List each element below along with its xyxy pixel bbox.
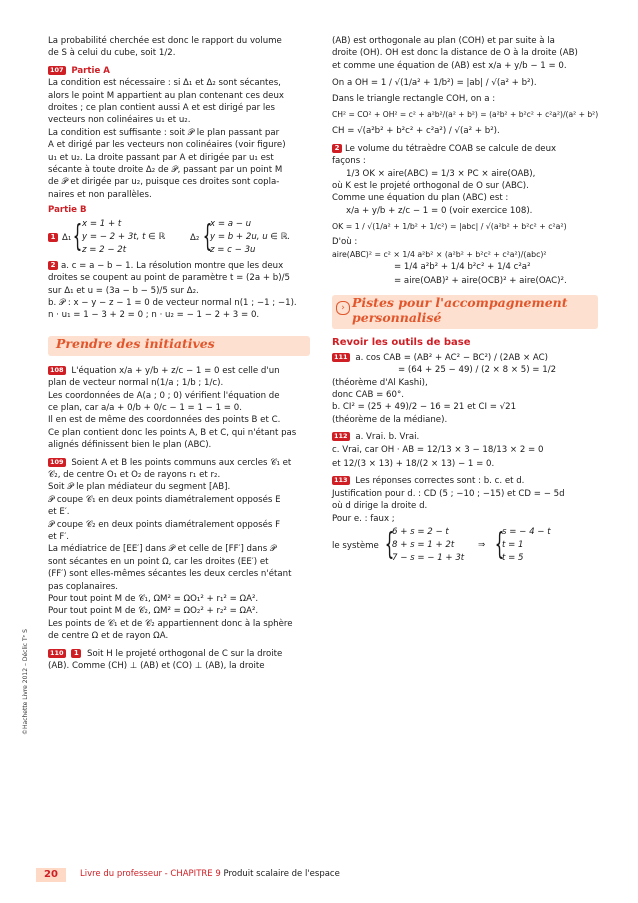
formula-line: x/a + y/b + z/c − 1 = 0 (voir exercice 108). [346,205,533,216]
text-line: plan de vecteur normal n(1/a ; 1/b ; 1/c). [48,378,224,389]
text-line: Soit H le projeté orthogonal de C sur la droite [87,648,283,659]
text-line: Pour tout point M de 𝒞₁, ΩM² = ΩO₁² + r₁² = ΩA². [48,594,259,605]
text-line: vecteurs non colinéaires u₁ et u₂. [48,115,191,126]
chapter-title: Produit scalaire de l'espace [223,869,340,879]
text-line: 𝒫 coupe 𝒞₁ en deux points diamétralement opposés E [48,494,281,505]
text-line: sont sécantes en un point Ω, car les droites (EE′) et [48,556,269,567]
text-line: et E′. [48,507,70,518]
book-title: Livre du professeur - CHAPITRE 9 [80,869,221,879]
formula-line: = (64 + 25 − 49) / (2 × 8 × 5) = 1/2 [398,365,557,376]
exercise-110-header [48,649,310,660]
text-line: alignés définissent bien le plan (ABC). [48,440,212,451]
text-line: le système [332,541,379,551]
arrow-right-icon: › [336,301,350,315]
text-line: Le volume du tétraèdre COAB se calcule de deux [345,143,557,154]
equation-line: x = a − u [210,218,252,229]
part-a-heading: Partie A [71,65,110,76]
text-line: u₁ et u₂. La droite passant par A et dirigée par u₁ est [48,152,274,163]
text-line: Comme une équation du plan (ABC) est : [332,193,509,204]
equation-line: z = 2 − 2t [82,244,127,255]
exercise-111-header [332,353,598,364]
text-line: où d dirige la droite d. [332,501,428,512]
formula-line: 1/3 OK × aire(ABC) = 1/3 × PC × aire(OAB), [346,168,536,179]
equation-line: x = 1 + t [82,218,122,229]
intro-line: de S à celui du cube, soit 1/2. [48,48,176,59]
text-line: pas coplanaires. [48,581,118,592]
text-line: et F′. [48,532,70,542]
text-line: naires et non parallèles. [48,189,152,200]
implies-icon: ⇒ [478,540,486,550]
text-line: de centre Ω et de rayon ΩA. [48,631,169,642]
text-line: où K est le projeté orthogonal de O sur (ABC). [332,181,529,192]
text-line: Pour tout point M de 𝒞₂, ΩM² = ΩO₂² + r₂² = ΩA². [48,606,259,617]
formula-line: aire(ABC)² = c² × 1/4 a²b² × (a²b² + b²c² + c²a²)/(abc)² [332,250,547,260]
exercise-109-header [48,458,310,469]
text-line: n · u₁ = 1 − 3 + 2 = 0 ; n · u₂ = − 1 − 2 + 3 = 0. [48,310,260,321]
exercise-number-badge: 110 [50,648,64,657]
part-b-heading: Partie B [48,205,87,216]
text-line: droite (OH). OH est donc la distance de O à la droite (AB) [332,48,578,59]
section-title: Prendre des initiatives [56,335,215,351]
text-line: (FF′) sont elles-mêmes sécantes les deux cercles n'étant [48,569,292,580]
text-line: (AB) est orthogonale au plan (COH) et par suite à la [332,36,555,46]
text-line: (théorème de la médiane). [332,414,448,425]
text-line: Ce plan contient donc les points A, B et C, qui n'étant pas [48,427,297,438]
text-line: Les réponses correctes sont : b. c. et d. [355,476,525,487]
text-line: D'où : [332,236,358,247]
text-line: (AB). Comme (CH) ⊥ (AB) et (CO) ⊥ (AB), la droite [48,661,265,672]
equation-line: t = 1 [502,540,524,550]
parametric-systems [48,219,310,259]
page-number: 20 [36,868,66,882]
exercise-number-badge: 113 [334,476,348,485]
text-line: b. 𝒫 : x − y − z − 1 = 0 de vecteur normal n(1 ; −1 ; −1). [48,297,297,308]
question-badge: 2 [48,261,58,270]
text-line: Dans le triangle rectangle COH, on a : [332,93,496,104]
pistes-title: Pistes pour l'accompagnement [352,295,568,311]
formula-line: et 12/(3 × 13) + 18/(2 × 13) − 1 = 0. [332,458,495,469]
right-column [332,36,598,569]
left-column [48,36,310,673]
formula-line: Justification pour d. : CD (5 ; −10 ; −15) et CD = − 5d [332,488,565,499]
intro-line: La probabilité cherchée est donc le rapport du volume [48,36,282,46]
text-line: façons : [332,156,366,167]
exercise-number-badge: 107 [50,65,64,74]
formula-line: = aire(OAB)² + aire(OCB)² + aire(OAC)². [394,275,567,286]
text-line: (théorème d'Al Kashi), [332,377,428,388]
equation-line: t = 5 [502,553,524,563]
text-line: 𝒞₂, de centre O₁ et O₂ de rayons r₁ et r₂. [48,469,221,480]
exercise-number-badge: 112 [334,432,348,441]
question-badge: 1 [71,649,81,658]
text-line: et comme une équation de (AB) est x/a + y/b − 1 = 0. [332,60,567,71]
formula-line: On a OH = 1 / √(1/a² + 1/b²) = |ab| / √(a² + b²). [332,78,537,89]
brace-icon: { [384,527,395,562]
formula-line: = 1/4 a²b² + 1/4 b²c² + 1/4 c²a² [394,261,531,272]
text-line: Soient A et B les points communs aux cercles 𝒞₁ et [71,457,292,468]
footer-text [80,869,340,879]
system-label: Δ₂ [190,232,200,243]
text-line: Pour e. : faux ; [332,513,395,524]
text-line: 𝒫 coupe 𝒞₂ en deux points diamétralement opposés F [48,519,281,530]
equation-line: 8 + s = 1 + 2t [392,540,455,550]
equation-system [332,527,598,567]
text-line: droites se coupent au point de paramètre t = (2a + b)/5 [48,273,290,284]
text-line: sécante à toute droite Δ₂ de 𝒫, passant par un point M [48,165,283,176]
formula-line: OK = 1 / √(1/a² + 1/b² + 1/c²) = |abc| / √(a²b² + b²c² + c²a²) [332,222,567,232]
text-line: ce plan, car a/a + 0/b + 0/c − 1 = 1 − 1 = 0. [48,402,242,413]
text-line: a. c = a − b − 1. La résolution montre que les deux [61,260,284,271]
exercise-107-header [48,66,310,77]
text-line: La condition est suffisante : soit 𝒫 le plan passant par [48,127,280,138]
formula-line: CH² = CO² + OH² = c² + a²b²/(a² + b²) = (a²b² + b²c² + c²a²)/(a² + b²) [332,110,599,120]
exercise-112-header [332,432,598,443]
exercise-number-badge: 109 [50,457,64,466]
text-line: Soit 𝒫 le plan médiateur du segment [AB]. [48,482,231,493]
brace-icon: { [202,218,213,254]
equation-line: 7 − s = − 1 + 3t [392,553,465,563]
pistes-title: personnalisé [352,310,442,326]
equation-line: y = b + 2u, u ∈ ℝ. [210,231,291,242]
text-line: sur Δ₁ et u = (3a − b − 5)/5 sur Δ₂. [48,285,199,296]
formula-line: CH = √(a²b² + b²c² + c²a²) / √(a² + b²). [332,126,500,137]
section-banner [48,336,310,356]
equation-line: z = c − 3u [210,244,256,255]
text-line: Il en est de même des coordonnées des points B et C. [48,415,281,426]
text-line: La condition est nécessaire : si Δ₁ et Δ₂ sont sécantes, [48,78,281,89]
text-line: a. Vrai. b. Vrai. [355,432,420,443]
equation-line: s = − 4 − t [502,527,551,537]
formula-line: a. cos CAB = (AB² + AC² − BC²) / (2AB × AC) [355,352,548,363]
formula-line: c. Vrai, car OH · AB = 12/13 × 3 − 18/13 × 2 = 0 [332,444,544,455]
section-heading: Revoir les outils de base [332,337,471,349]
text-line: Les coordonnées de A(a ; 0 ; 0) vérifient l'équation de [48,390,280,401]
question-badge: 2 [332,144,342,153]
text-line: alors le point M appartient au plan contenant ces deux [48,90,284,101]
text-line: donc CAB = 60°. [332,389,405,400]
brace-icon: { [72,218,83,254]
brace-icon: { [494,527,505,562]
exercise-number-badge: 111 [334,352,348,361]
text-line: Les points de 𝒞₁ et de 𝒞₂ appartiennent donc à la sphère [48,618,293,629]
text-line [48,261,310,272]
text-line: L'équation x/a + y/b + z/c − 1 = 0 est celle d'un [71,365,280,376]
exercise-number-badge: 108 [50,365,64,374]
equation-line: y = − 2 + 3t, t ∈ ℝ [82,231,166,242]
text-line: de 𝒫 et dirigée par u₂, puisque ces droites sont copla- [48,177,280,188]
system-label: Δ₁ [62,232,72,243]
text-line: La médiatrice de [EE′] dans 𝒫 et celle de [FF′] dans 𝒫 [48,544,277,555]
exercise-113-header [332,476,598,487]
exercise-108-header [48,366,310,377]
formula-line: b. CI² = (25 + 49)/2 − 16 = 21 et CI = √21 [332,402,517,413]
text-line: A et dirigé par les vecteurs non colinéaires (voir figure) [48,140,286,151]
pistes-banner [332,295,598,329]
equation-line: 6 + s = 2 − t [392,527,449,537]
question-badge: 1 [48,233,58,242]
text-line [332,144,598,155]
text-line: droites ; ce plan contient aussi A et est dirigé par les [48,103,276,114]
copyright-notice: ©Hachette Livre 2012 – Déclic Tᵉ S [22,629,29,735]
